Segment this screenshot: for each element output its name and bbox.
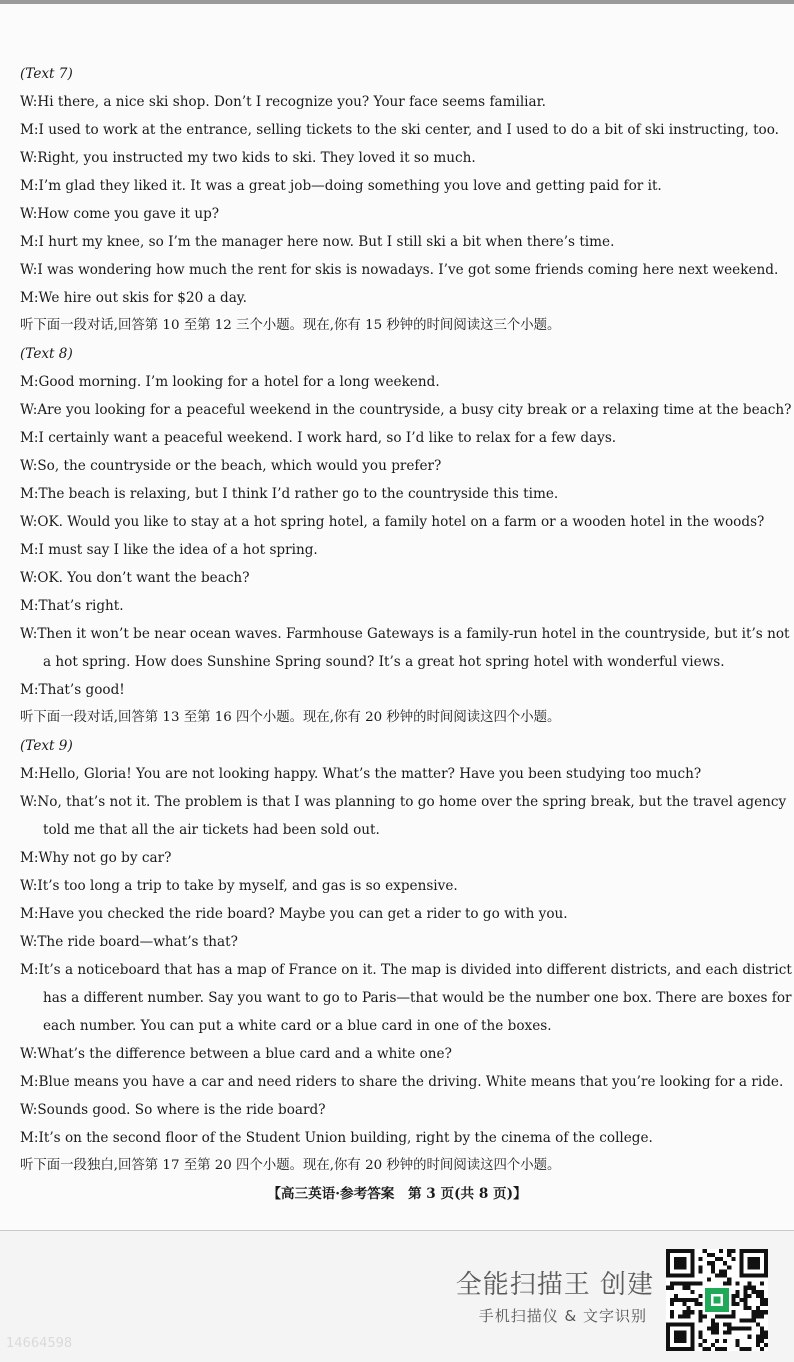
dialogue-line: M:I’m glad they liked it. It was a great job—doing something you love and getting paid for it.	[20, 178, 662, 194]
dialogue-line: M:I hurt my knee, so I’m the manager here now. But I still ski a bit when there’s time.	[20, 234, 615, 250]
dialogue-line: W:OK. Would you like to stay at a hot spring hotel, a family hotel on a farm or a wooden hotel in the woods?	[20, 514, 765, 530]
text-section-label: (Text 9)	[20, 738, 73, 754]
dialogue-line: told me that all the air tickets had been sold out.	[43, 822, 380, 838]
dialogue-line: M:We hire out skis for $20 a day.	[20, 290, 248, 306]
text-section-label: (Text 7)	[20, 66, 73, 82]
instruction-line: 听下面一段独白,回答第 17 至第 20 四个小题。现在,你有 20 秒钟的时间阅读这四个小题。	[20, 1158, 561, 1173]
dialogue-line: W:OK. You don’t want the beach?	[20, 570, 250, 586]
dialogue-line: W:What’s the difference between a blue card and a white one?	[20, 1046, 452, 1062]
instruction-line: 听下面一段对话,回答第 10 至第 12 三个小题。现在,你有 15 秒钟的时间阅读这三个小题。	[20, 318, 561, 333]
dialogue-line: M:Good morning. I’m looking for a hotel for a long weekend.	[20, 374, 440, 390]
dialogue-line: M:It’s on the second floor of the Student Union building, right by the cinema of the college.	[20, 1130, 653, 1146]
dialogue-line: W:Hi there, a nice ski shop. Don’t I recognize you? Your face seems familiar.	[20, 94, 546, 110]
text-section-label: (Text 8)	[20, 346, 73, 362]
dialogue-line: W:The ride board—what’s that?	[20, 934, 238, 950]
instruction-line: 听下面一段对话,回答第 13 至第 16 四个小题。现在,你有 20 秒钟的时间阅读这四个小题。	[20, 710, 561, 725]
dialogue-text	[20, 60, 792, 1180]
dialogue-line: M:The beach is relaxing, but I think I’d rather go to the countryside this time.	[20, 486, 559, 502]
page-footer: 【高三英语·参考答案 第 3 页(共 8 页)】	[267, 1186, 527, 1202]
dialogue-line: W:It’s too long a trip to take by myself, and gas is so expensive.	[20, 878, 458, 894]
dialogue-line: W:How come you gave it up?	[20, 206, 220, 222]
dialogue-line: W:So, the countryside or the beach, which would you prefer?	[20, 458, 442, 474]
dialogue-line: W:Are you looking for a peaceful weekend in the countryside, a busy city break or a relaxing time at the beach?	[20, 402, 792, 418]
dialogue-line: a hot spring. How does Sunshine Spring sound? It’s a great hot spring hotel with wonderful views.	[43, 654, 725, 670]
dialogue-line: M:I certainly want a peaceful weekend. I work hard, so I’d like to relax for a few days.	[20, 430, 617, 446]
scanner-subtitle: 手机扫描仪 & 文字识别	[478, 1307, 647, 1325]
dialogue-line: M:Have you checked the ride board? Maybe you can get a rider to go with you.	[20, 906, 568, 922]
dialogue-line: M:It’s a noticeboard that has a map of France on it. The map is divided into different districts, and each district	[20, 962, 792, 978]
dialogue-line: each number. You can put a white card or a blue card in one of the boxes.	[43, 1018, 552, 1034]
scanner-brand: 全能扫描王 创建	[455, 1270, 654, 1300]
qr-code-icon	[666, 1249, 768, 1351]
dialogue-line: has a different number. Say you want to go to Paris—that would be the number one box. There are boxes for	[43, 990, 792, 1006]
dialogue-line: W:Right, you instructed my two kids to ski. They loved it so much.	[20, 150, 476, 166]
dialogue-line: M:That’s right.	[20, 598, 124, 614]
dialogue-line: M:Blue means you have a car and need riders to share the driving. White means that you’re looking for a ride.	[20, 1074, 784, 1090]
dialogue-line: W:I was wondering how much the rent for skis is nowadays. I’ve got some friends coming here next weekend.	[20, 262, 779, 278]
dialogue-line: M:I must say I like the idea of a hot spring.	[20, 542, 318, 558]
document-id: 14664598	[6, 1336, 73, 1351]
dialogue-line: M:That’s good!	[20, 682, 125, 698]
dialogue-line: W:No, that’s not it. The problem is that I was planning to go home over the spring break, but the travel agency	[20, 794, 787, 810]
dialogue-line: W:Sounds good. So where is the ride board?	[20, 1102, 326, 1118]
dialogue-line: M:I used to work at the entrance, selling tickets to the ski center, and I used to do a bit of ski instructing, too.	[20, 122, 779, 138]
dialogue-line: W:Then it won’t be near ocean waves. Farmhouse Gateways is a family-run hotel in the countryside, but it’s not	[20, 626, 790, 642]
dialogue-line: M:Why not go by car?	[20, 850, 172, 866]
dialogue-line: M:Hello, Gloria! You are not looking happy. What’s the matter? Have you been studying too much?	[20, 766, 702, 782]
